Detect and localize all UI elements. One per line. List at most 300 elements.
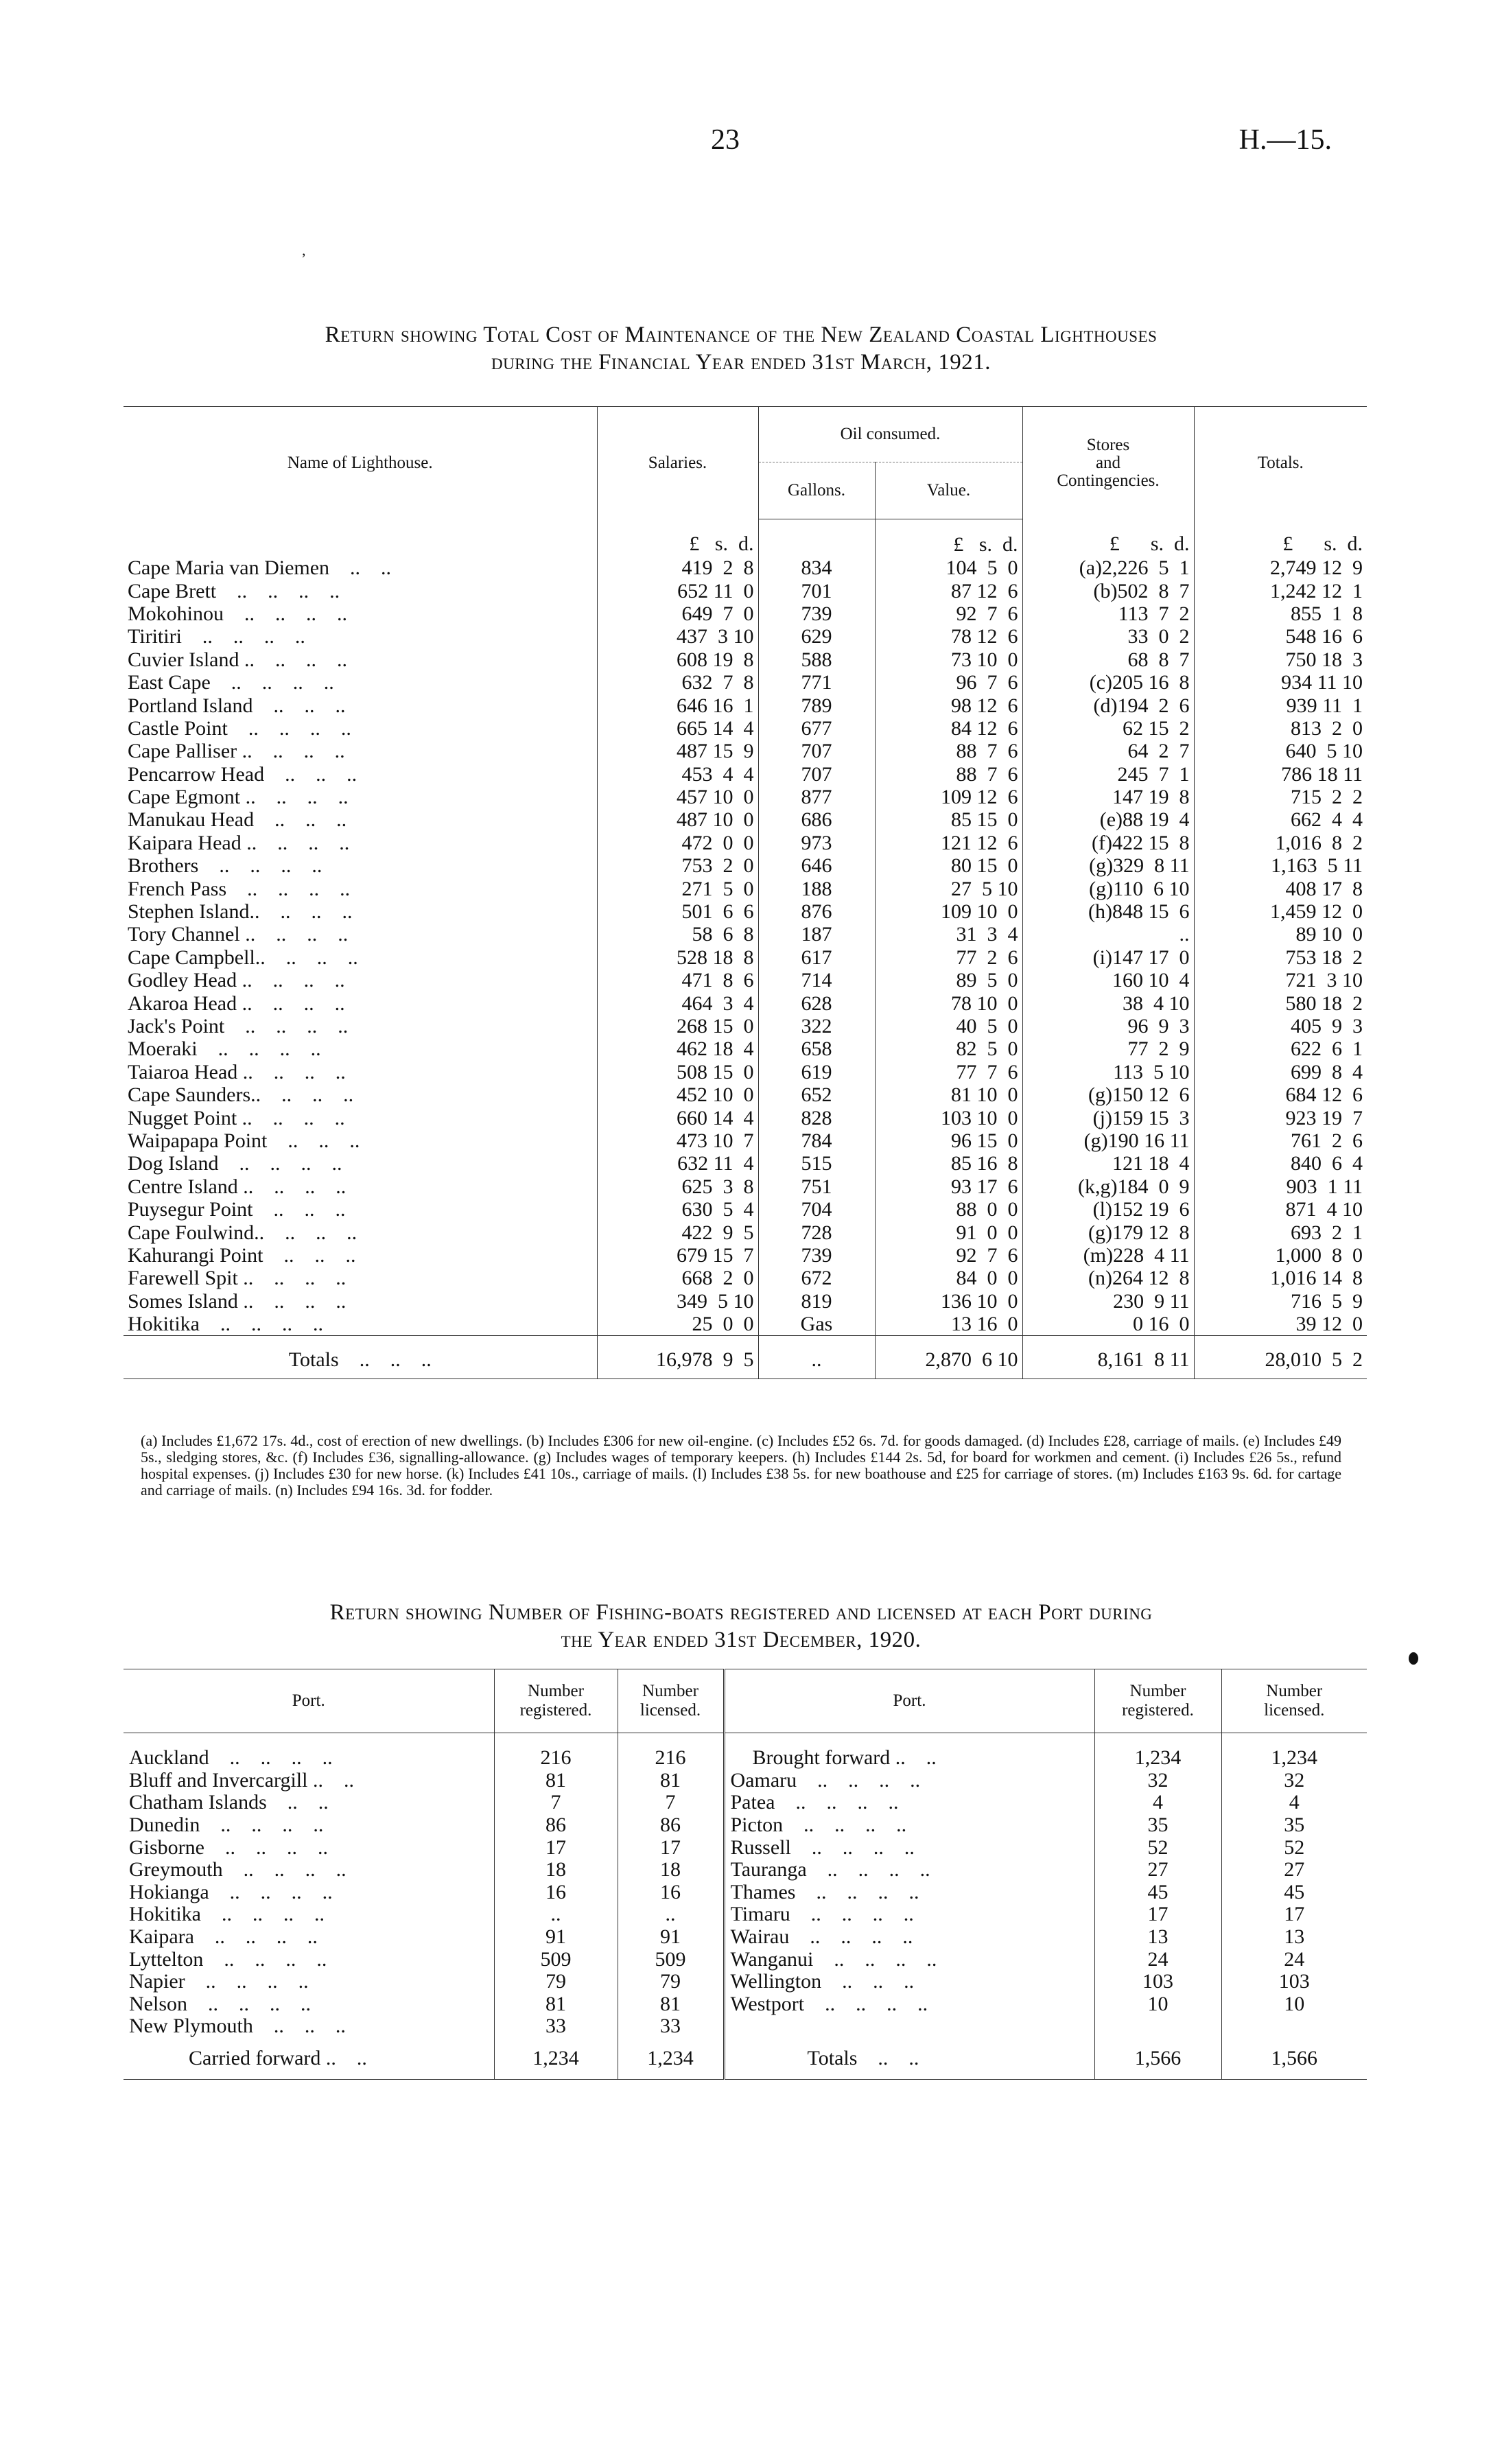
lighthouse-name: Nugget Point .. .. .. .. [128,1106,345,1129]
lighthouse-row [124,648,1367,671]
fishing-title-line-1: Return showing Number of Fishing-boats registered and licensed at each Port during [329,1600,1153,1625]
lighthouse-name: Kaipara Head .. .. .. .. [128,831,350,854]
lighthouse-name: Tory Channel .. .. .. .. [128,923,349,946]
lighthouse-name: Cape Campbell.. .. .. .. [128,946,358,969]
port-name-right: Timaru .. .. .. .. [724,1903,1094,1926]
total-cell: 699 8 4 [1194,1061,1367,1083]
fishing-row [124,1948,1367,1971]
fishing-row [124,1903,1367,1926]
lighthouse-row [124,1037,1367,1060]
fishing-row [124,1971,1367,1993]
header-totals: Totals. [1194,407,1367,519]
lighthouse-name: Jack's Point .. .. .. .. [128,1015,349,1037]
total-cell: 721 3 10 [1194,969,1367,992]
value-cell: 81 10 0 [875,1083,1022,1106]
stores-cell: 160 10 4 [1022,969,1194,992]
port-name-right: Russell .. .. .. .. [724,1836,1094,1859]
gallons-cell: 187 [758,923,875,946]
fishing-row [124,1993,1367,2016]
total-cell: 89 10 0 [1194,923,1367,946]
port-name-left: Dunedin .. .. .. .. [129,1814,324,1837]
total-cell: 684 12 6 [1194,1083,1367,1106]
licensed-right: 45 [1221,1881,1367,1904]
value-cell: 77 2 6 [875,946,1022,969]
port-name-left: Chatham Islands .. .. [129,1791,329,1814]
gallons-cell: 834 [758,556,875,579]
registered-right: 32 [1094,1770,1221,1792]
lighthouse-row [124,1152,1367,1175]
port-name-left: Lyttelton .. .. .. .. [129,1947,327,1971]
port-name-right: Wanganui .. .. .. .. [724,1948,1094,1971]
gallons-cell: 322 [758,1015,875,1037]
gallons-cell: 658 [758,1037,875,1060]
value-cell: 91 0 0 [875,1221,1022,1243]
lighthouse-row [124,877,1367,900]
port-name-right: Patea .. .. .. .. [724,1792,1094,1814]
fishing-row [124,1836,1367,1859]
registered-left: 16 [494,1881,618,1904]
registered-right: 27 [1094,1859,1221,1881]
fishing-row [124,1814,1367,1837]
licensed-right: 1,234 [1221,1733,1367,1770]
port-name-right [724,2015,1094,2038]
registered-left: 7 [494,1792,618,1814]
licensed-left: 81 [618,1770,724,1792]
total-cell: 548 16 6 [1194,625,1367,648]
gallons-cell: 646 [758,854,875,877]
lighthouse-name: French Pass .. .. .. .. [128,877,351,900]
lighthouse-name: Centre Island .. .. .. .. [128,1175,347,1198]
total-cell: 1,016 14 8 [1194,1267,1367,1289]
licensed-right [1221,2015,1367,2038]
gallons-cell: 672 [758,1267,875,1289]
registered-right: 35 [1094,1814,1221,1837]
port-name-right: Brought forward .. .. [724,1733,1094,1770]
gallons-cell: 728 [758,1221,875,1243]
port-name-left: Auckland .. .. .. .. [129,1746,333,1770]
stores-cell: (c)205 16 8 [1022,671,1194,694]
licensed-left: 16 [618,1881,724,1904]
value-cell: 78 12 6 [875,625,1022,648]
salaries-cell: 753 2 0 [597,854,758,877]
salaries-cell: 58 6 8 [597,923,758,946]
stores-cell: (i)147 17 0 [1022,946,1194,969]
value-cell: 73 10 0 [875,648,1022,671]
port-name-left: Hokitika .. .. .. .. [129,1903,325,1926]
stores-cell: 62 15 2 [1022,717,1194,740]
lighthouse-name: Cape Egmont .. .. .. .. [128,786,349,809]
lighthouse-row [124,946,1367,969]
document-reference: H.—15. [1238,124,1332,156]
total-cell: 840 6 4 [1194,1152,1367,1175]
lighthouse-name: Cape Maria van Diemen .. .. [128,556,392,580]
gallons-cell: 677 [758,717,875,740]
stores-cell: 68 8 7 [1022,648,1194,671]
header-registered-right: Number registered. [1094,1669,1221,1733]
header-registered-left: Number registered. [494,1669,618,1733]
salaries-cell: 501 6 6 [597,900,758,923]
value-cell: 82 5 0 [875,1037,1022,1060]
lighthouse-name: Portland Island .. .. .. [128,694,346,717]
footnotes [141,1433,1341,1499]
stores-cell: 38 4 10 [1022,992,1194,1014]
value-cell: 84 12 6 [875,717,1022,740]
total-cell: 1,163 5 11 [1194,854,1367,877]
salaries-cell: 508 15 0 [597,1061,758,1083]
lighthouse-row [124,1015,1367,1037]
port-name-left: Nelson .. .. .. .. [129,1992,311,2015]
lighthouse-row [124,786,1367,808]
value-cell: 92 7 6 [875,602,1022,625]
total-cell: 39 12 0 [1194,1313,1367,1336]
fishing-row [124,2015,1367,2038]
salaries-cell: 608 19 8 [597,648,758,671]
fishing-row [124,1926,1367,1949]
gallons-cell: 789 [758,694,875,716]
stores-cell: .. [1022,923,1194,946]
registered-right: 52 [1094,1836,1221,1859]
salaries-cell: 437 3 10 [597,625,758,648]
salaries-cell: 462 18 4 [597,1037,758,1060]
stores-cell: 0 16 0 [1022,1313,1194,1336]
total-cell: 1,000 8 0 [1194,1244,1367,1267]
header-gallons: Gallons. [758,462,875,519]
lighthouse-row [124,625,1367,648]
gallons-cell: 707 [758,763,875,786]
licensed-left: 91 [618,1926,724,1949]
value-cell: 103 10 0 [875,1106,1022,1129]
header-stores-and-contingencies: Stores and Contingencies. [1022,407,1194,519]
value-cell: 85 16 8 [875,1152,1022,1175]
gallons-cell: 701 [758,579,875,602]
value-cell: 87 12 6 [875,579,1022,602]
registered-left: 79 [494,1971,618,1993]
salaries-cell: 660 14 4 [597,1106,758,1129]
header-salaries: Salaries. [597,407,758,519]
total-cell: 753 18 2 [1194,946,1367,969]
stores-cell: (e)88 19 4 [1022,808,1194,831]
port-name-left: Bluff and Invercargill .. .. [129,1768,354,1792]
lighthouse-row [124,1061,1367,1083]
salaries-cell: 452 10 0 [597,1083,758,1106]
lighthouse-title-line-2: during the Financial Year ended 31st March, 1921. [491,350,991,375]
value-cell: 121 12 6 [875,832,1022,854]
stray-mark: , [302,242,306,259]
gallons-cell: 619 [758,1061,875,1083]
lighthouse-name: Puysegur Point .. .. .. [128,1198,346,1221]
gallons-cell: 188 [758,877,875,900]
registered-left: 509 [494,1948,618,1971]
stores-cell: (f)422 15 8 [1022,832,1194,854]
gallons-cell: Gas [758,1313,875,1336]
lighthouse-table-body [124,519,1367,1336]
total-cell: 662 4 4 [1194,808,1367,831]
lighthouse-name: Cape Saunders.. .. .. .. [128,1083,354,1107]
port-name-right: Picton .. .. .. .. [724,1814,1094,1837]
value-cell: 88 0 0 [875,1198,1022,1221]
lighthouse-name: Castle Point .. .. .. .. [128,716,351,740]
total-cell: 761 2 6 [1194,1129,1367,1152]
stores-cell: 96 9 3 [1022,1015,1194,1037]
value-cell: 96 15 0 [875,1129,1022,1152]
licensed-right: 13 [1221,1926,1367,1949]
salaries-cell: 349 5 10 [597,1290,758,1313]
salaries-cell: 632 7 8 [597,671,758,694]
lighthouse-row [124,900,1367,923]
header-value: Value. [875,462,1022,519]
stores-cell: (a)2,226 5 1 [1022,556,1194,579]
lighthouse-row [124,763,1367,786]
value-cell: 80 15 0 [875,854,1022,877]
licensed-right: 103 [1221,1971,1367,1993]
unit-totals: £ s. d. [1194,519,1367,557]
registered-right: 24 [1094,1948,1221,1971]
salaries-cell: 464 3 4 [597,992,758,1014]
licensed-left: 17 [618,1836,724,1859]
licensed-right: 4 [1221,1792,1367,1814]
gallons-cell: 707 [758,740,875,762]
licensed-left: 86 [618,1814,724,1837]
lighthouse-name: East Cape .. .. .. .. [128,671,334,694]
salaries-cell: 271 5 0 [597,877,758,900]
total-cell: 640 5 10 [1194,740,1367,762]
total-stores: 8,161 8 11 [1022,1336,1194,1379]
port-name-right: Wairau .. .. .. .. [724,1926,1094,1949]
stores-cell: (m)228 4 11 [1022,1244,1194,1267]
header-port-right: Port. [724,1669,1094,1733]
licensed-right: 52 [1221,1836,1367,1859]
total-cell: 903 1 11 [1194,1175,1367,1198]
fishing-row [124,1733,1367,1770]
salaries-cell: 665 14 4 [597,717,758,740]
totals-row [124,1336,1367,1379]
lighthouse-row [124,832,1367,854]
stores-cell: 77 2 9 [1022,1037,1194,1060]
registered-left: 18 [494,1859,618,1881]
unit-stores: £ s. d. [1022,519,1194,557]
total-cell: 786 18 11 [1194,763,1367,786]
lighthouse-row [124,1083,1367,1106]
registered-right: 103 [1094,1971,1221,1993]
total-cell: 813 2 0 [1194,717,1367,740]
lighthouse-name: Cape Brett .. .. .. .. [128,579,340,602]
salaries-cell: 646 16 1 [597,694,758,716]
lighthouse-row [124,1175,1367,1198]
total-cell: 408 17 8 [1194,877,1367,900]
lighthouse-row [124,923,1367,946]
total-cell: 1,242 12 1 [1194,579,1367,602]
salaries-cell: 487 15 9 [597,740,758,762]
lighthouse-row [124,969,1367,992]
licensed-left: 7 [618,1792,724,1814]
gallons-cell: 739 [758,602,875,625]
fishing-total-registered: 1,566 [1094,2038,1221,2080]
registered-left: 216 [494,1733,618,1770]
gallons-cell: 819 [758,1290,875,1313]
total-cell: 1,016 8 2 [1194,832,1367,854]
fishing-row [124,1881,1367,1904]
salaries-cell: 473 10 7 [597,1129,758,1152]
gallons-cell: 515 [758,1152,875,1175]
registered-right: 17 [1094,1903,1221,1926]
registered-right: 13 [1094,1926,1221,1949]
port-name-left: New Plymouth .. .. .. [129,2015,346,2038]
gallons-cell: 784 [758,1129,875,1152]
header-oil-consumed: Oil consumed. [758,407,1022,462]
value-cell: 136 10 0 [875,1290,1022,1313]
header-licensed-left: Number licensed. [618,1669,724,1733]
stores-cell: (h)848 15 6 [1022,900,1194,923]
salaries-cell: 457 10 0 [597,786,758,808]
registered-left: 81 [494,1770,618,1792]
value-cell: 109 12 6 [875,786,1022,808]
licensed-right: 17 [1221,1903,1367,1926]
licensed-right: 10 [1221,1993,1367,2016]
value-cell: 93 17 6 [875,1175,1022,1198]
licensed-right: 35 [1221,1814,1367,1837]
lighthouse-name: Akaroa Head .. .. .. .. [128,992,345,1015]
lighthouse-row [124,579,1367,602]
salaries-cell: 471 8 6 [597,969,758,992]
total-cell: 715 2 2 [1194,786,1367,808]
stores-cell: (b)502 8 7 [1022,579,1194,602]
lighthouse-name: Hokitika .. .. .. .. [128,1313,323,1336]
value-cell: 98 12 6 [875,694,1022,716]
total-cell: 622 6 1 [1194,1037,1367,1060]
value-cell: 40 5 0 [875,1015,1022,1037]
value-cell: 109 10 0 [875,900,1022,923]
gallons-cell: 652 [758,1083,875,1106]
lighthouse-row [124,671,1367,694]
lighthouse-name: Pencarrow Head .. .. .. [128,762,357,786]
total-cell: 693 2 1 [1194,1221,1367,1243]
total-cell: 405 9 3 [1194,1015,1367,1037]
header-licensed-right: Number licensed. [1221,1669,1367,1733]
port-name-right: Westport .. .. .. .. [724,1993,1094,2016]
stores-cell: (g)110 6 10 [1022,877,1194,900]
gallons-cell: 629 [758,625,875,648]
value-cell: 77 7 6 [875,1061,1022,1083]
lighthouse-name: Kahurangi Point .. .. .. [128,1243,356,1267]
fishing-title-line-2: the Year ended 31st December, 1920. [561,1628,921,1652]
stores-cell: 147 19 8 [1022,786,1194,808]
footnote-text: (a) Includes £1,672 17s. 4d., cost of erection of new dwellings. (b) Includes £306 for new oil-engine. (c) Includes £52 6s. 7d. for goods damaged. (d) Includes £28, carriage of mails. (e) Includes £49 5s., sledging stores, &c. (f) Includes £36, signalling-allowance. (g) Includes wages of temporary keepers. (h) Includes £144 2s. 5d, for board for workmen and cement. (i) Includes £26 5s., refund hospital expenses. (j) Includes £30 for new horse. (k) Includes £41 10s., carriage of mails. (l) Includes £38 5s. for new boathouse and £25 for carriage of stores. (m) Includes £163 9s. 6d. for cartage and carriage of mails. (n) Includes £94 16s. 3d. for fodder. [141,1432,1341,1499]
registered-left: 86 [494,1814,618,1837]
total-cell: 2,749 12 9 [1194,556,1367,579]
gallons-cell: 877 [758,786,875,808]
stores-cell: (n)264 12 8 [1022,1267,1194,1289]
salaries-cell: 419 2 8 [597,556,758,579]
gallons-cell: 751 [758,1175,875,1198]
stores-cell: 121 18 4 [1022,1152,1194,1175]
units-row [124,519,1367,557]
fishing-totals-label: Totals .. .. [724,2038,1094,2080]
licensed-right: 24 [1221,1948,1367,1971]
registered-right: 45 [1094,1881,1221,1904]
lighthouse-row [124,1244,1367,1267]
total-cell: 580 18 2 [1194,992,1367,1014]
lighthouse-row [124,1129,1367,1152]
lighthouse-row [124,717,1367,740]
port-name-left: Greymouth .. .. .. .. [129,1858,347,1881]
lighthouse-row [124,1106,1367,1129]
lighthouse-table-title [124,321,1359,376]
salaries-cell: 679 15 7 [597,1244,758,1267]
port-name-right: Wellington .. .. .. [724,1971,1094,1993]
port-name-left: Hokianga .. .. .. .. [129,1880,333,1903]
lighthouse-row [124,694,1367,716]
port-name-right: Tauranga .. .. .. .. [724,1859,1094,1881]
value-cell: 78 10 0 [875,992,1022,1014]
lighthouse-name: Manukau Head .. .. .. [128,808,347,832]
licensed-left: 79 [618,1971,724,1993]
carried-forward-registered: 1,234 [494,2038,618,2080]
stores-cell: (g)150 12 6 [1022,1083,1194,1106]
value-cell: 88 7 6 [875,763,1022,786]
value-cell: 104 5 0 [875,556,1022,579]
stores-cell: (g)329 8 11 [1022,854,1194,877]
port-name-left: Kaipara .. .. .. .. [129,1925,318,1949]
total-cell: 855 1 8 [1194,602,1367,625]
value-cell: 13 16 0 [875,1313,1022,1336]
gallons-cell: 617 [758,946,875,969]
registered-right: 10 [1094,1993,1221,2016]
licensed-left: 216 [618,1733,724,1770]
gallons-cell: 828 [758,1106,875,1129]
fishing-table-title [124,1599,1359,1654]
lighthouse-row [124,808,1367,831]
lighthouse-name: Mokohinou .. .. .. .. [128,602,348,625]
lighthouse-name: Brothers .. .. .. .. [128,854,322,878]
registered-right: 1,234 [1094,1733,1221,1770]
stores-cell: 230 9 11 [1022,1290,1194,1313]
gallons-cell: 628 [758,992,875,1014]
stores-cell: (g)179 12 8 [1022,1221,1194,1243]
salaries-cell: 528 18 8 [597,946,758,969]
stores-cell: (j)159 15 3 [1022,1106,1194,1129]
lighthouse-cost-table [124,406,1367,1379]
fishing-table-body [124,1733,1367,2038]
fishing-total-licensed: 1,566 [1221,2038,1367,2080]
gallons-cell: 973 [758,832,875,854]
salaries-cell: 649 7 0 [597,602,758,625]
stores-cell: 113 5 10 [1022,1061,1194,1083]
lighthouse-name: Farewell Spit .. .. .. .. [128,1267,347,1290]
salaries-cell: 632 11 4 [597,1152,758,1175]
stores-cell: 113 7 2 [1022,602,1194,625]
value-cell: 31 3 4 [875,923,1022,946]
registered-right: 4 [1094,1792,1221,1814]
header-name-of-lighthouse: Name of Lighthouse. [124,407,597,519]
stores-cell: 245 7 1 [1022,763,1194,786]
port-name-right: Oamaru .. .. .. .. [724,1770,1094,1792]
total-cell: 871 4 10 [1194,1198,1367,1221]
lighthouse-name: Moeraki .. .. .. .. [128,1037,321,1061]
totals-label: Totals .. .. .. [124,1336,597,1379]
lighthouse-row [124,1198,1367,1221]
lighthouse-row [124,992,1367,1014]
port-name-right: Thames .. .. .. .. [724,1881,1094,1904]
licensed-right: 32 [1221,1770,1367,1792]
stores-cell: (d)194 2 6 [1022,694,1194,716]
lighthouse-name: Godley Head .. .. .. .. [128,969,345,992]
value-cell: 96 7 6 [875,671,1022,694]
lighthouse-name: Stephen Island.. .. .. .. [128,900,353,924]
salaries-cell: 668 2 0 [597,1267,758,1289]
lighthouse-name: Waipapapa Point .. .. .. [128,1129,360,1152]
value-cell: 92 7 6 [875,1244,1022,1267]
value-cell: 89 5 0 [875,969,1022,992]
